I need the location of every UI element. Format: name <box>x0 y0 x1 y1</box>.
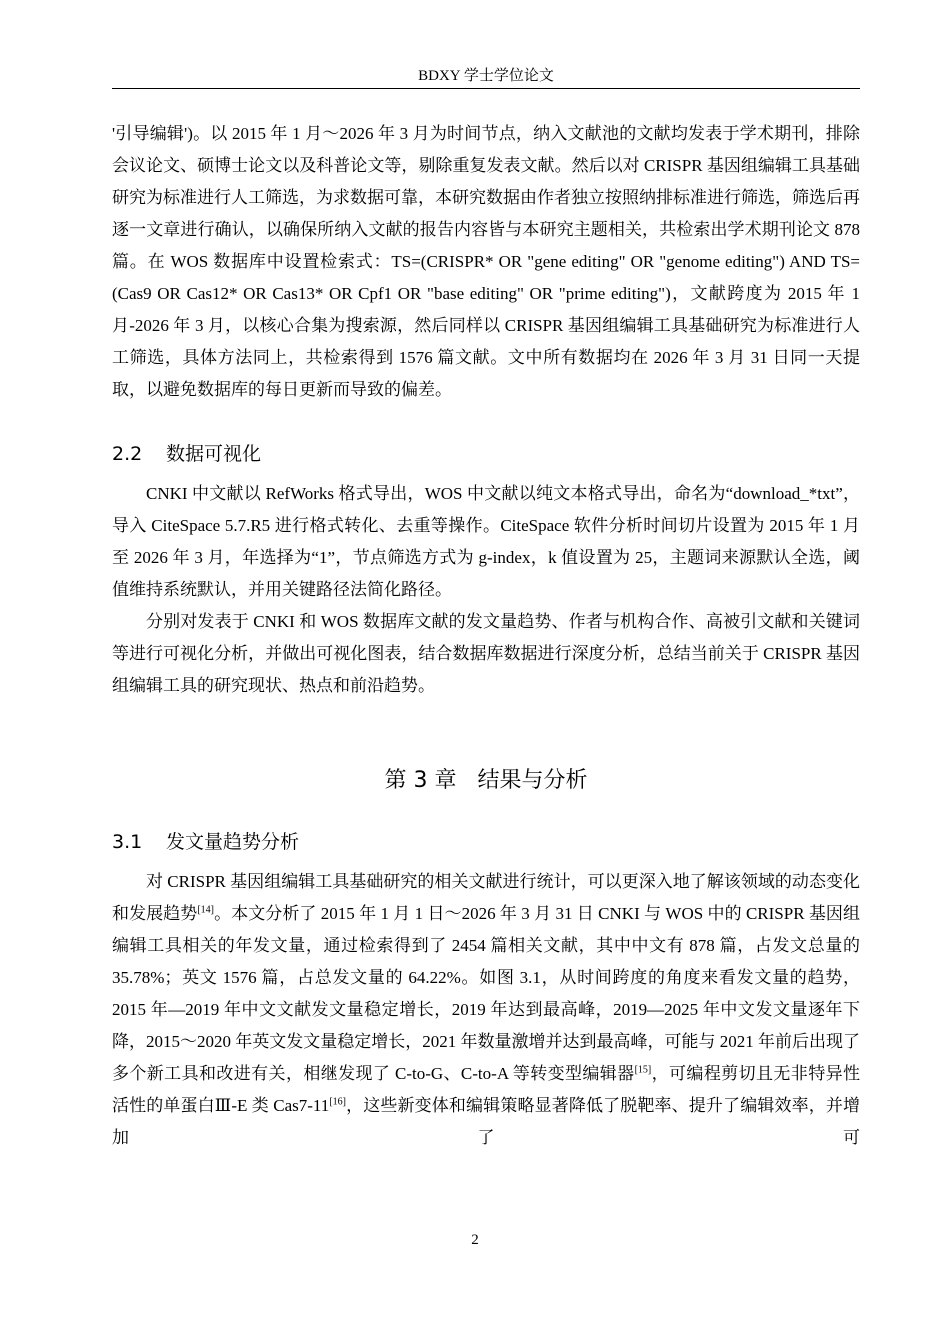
page-number: 2 <box>471 1232 479 1248</box>
section-heading-3-1 <box>112 828 860 856</box>
citation-ref: [14] <box>197 904 214 916</box>
paragraph-text: ，可编程剪切且无非特异性活性的单蛋白Ⅲ-E 类 Cas7-11 <box>112 1064 860 1115</box>
chapter-title: 结果与分析 <box>477 768 588 793</box>
chapter-heading <box>112 766 860 796</box>
paragraph-citespace-settings: CNKI 中文献以 RefWorks 格式导出，WOS 中文献以纯文本格式导出，命名为“download_*txt”，导入 CiteSpace 5.7.R5 进行格式转化、去重等操作。CiteSpace 软件分析时间切片设置为 2015 年 1 月至 2026 年 3 月，年选择为“1”，节点筛选方式为 g-index，k 值设置为 25，主题词来源默认全选，阈值维持系统默认，并用关键路径法简化路径。 <box>112 484 860 599</box>
paragraph-visualization-plan: 分别对发表于 CNKI 和 WOS 数据库文献的发文量趋势、作者与机构合作、高被引文献和关键词等进行可视化分析，并做出可视化图表，结合数据库数据进行深度分析，总结当前关于 CRISPR 基因组编辑工具的研究现状、热点和前沿趋势。 <box>112 612 860 695</box>
section-heading-2-2 <box>112 440 860 468</box>
chapter-number: 第 3 章 <box>384 768 457 793</box>
paragraph-text: 。本文分析了 2015 年 1 月 1 日～2026 年 3 月 31 日 CNKI 与 WOS 中的 CRISPR 基因组编辑工具相关的年发文量，通过检索得到了 2454 篇相关文献，其中中文有 878 篇，占发文总量的 35.78%；英文 1576 篇，占总发文量的 64.22%。如图 3.1，从时间跨度的角度来看发文量的趋势，2015 年—2019 年中文文献发文量稳定增长，2019 年达到最高峰，2019—2025 年中文发文量逐年下降，2015～2020 年英文发文量稳定增长，2021 年数量激增并达到最高峰，可能与 2021 年前后出现了多个新工具和改进有关，相继发现了 C-to-G、C-to-A 等转变型编辑器 <box>112 904 860 1083</box>
section-number: 2.2 <box>112 443 143 465</box>
paragraph-publication-trend <box>112 866 860 1154</box>
citation-ref: [16] <box>329 1096 346 1108</box>
citation-ref: [15] <box>634 1064 652 1076</box>
paragraph-text: ，这些新变体和编辑策略显著降低了脱靶率、提升了编辑效率，并增加了可 <box>112 1096 860 1147</box>
paragraph-text: 对 CRISPR 基因组编辑工具基础研究的相关文献进行统计，可以更深入地了解该领域的动态变化和发展趋势 <box>112 872 860 923</box>
section-title: 数据可视化 <box>166 443 262 465</box>
page-content <box>112 118 860 1154</box>
paragraph-data-sources: '引导编辑')。以 2015 年 1 月～2026 年 3 月为时间节点，纳入文献池的文献均发表于学术期刊，排除会议论文、硕博士论文以及科普论文等，剔除重复发表文献。然后以对 CRISPR 基因组编辑工具基础研究为标准进行人工筛选，为求数据可靠，本研究数据由作者独立按照纳排标准进行筛选，筛选后再逐一文章进行确认，以确保所纳入文献的报告内容皆与本研究主题相关，共检索出学术期刊论文 878 篇。在 WOS 数据库中设置检索式：TS=(CRISPR* OR "gene editing" OR "genome editing") AND TS=(Cas9 OR Cas12* OR Cas13* OR Cpf1 OR "base editing" OR "prime editing")，文献跨度为 2015 年 1 月-2026 年 3 月，以核心合集为搜索源，然后同样以 CRISPR 基因组编辑工具基础研究为标准进行人工筛选，具体方法同上，共检索得到 1576 篇文献。文中所有数据均在 2026 年 3 月 31 日同一天提取，以避免数据库的每日更新而导致的偏差。 <box>112 124 860 399</box>
header-rule <box>112 88 860 89</box>
section-number: 3.1 <box>112 831 143 853</box>
running-header: BDXY 学士学位论文 <box>418 68 554 84</box>
section-title: 发文量趋势分析 <box>166 831 300 853</box>
